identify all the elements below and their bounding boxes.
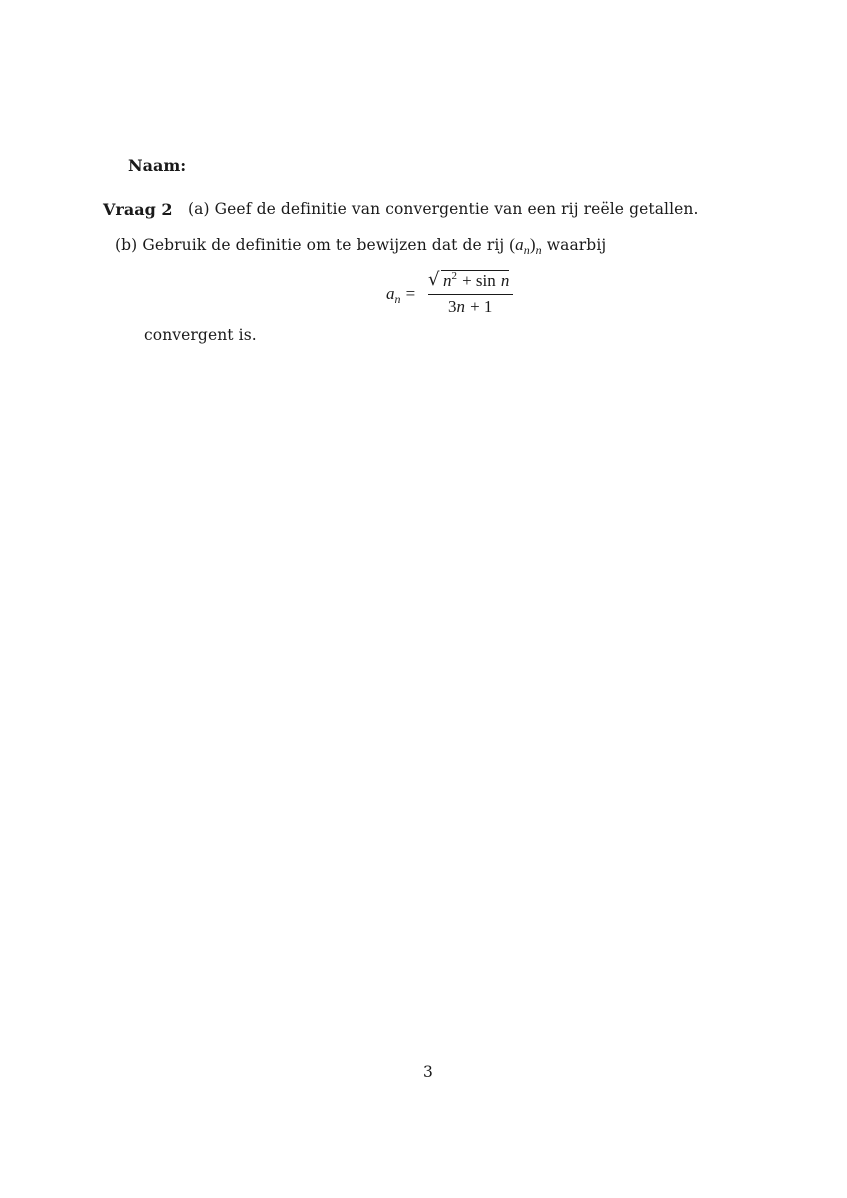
- question-part-a: [188, 200, 699, 218]
- question-label: Vraag 2: [103, 200, 173, 219]
- denominator-coefficient: 3: [448, 297, 457, 316]
- sequence-subscript: n: [523, 243, 530, 257]
- numerator-exponent: 2: [451, 270, 457, 282]
- sequence-outer-subscript: n: [535, 243, 542, 257]
- question-part-b: [115, 235, 606, 255]
- part-b-text: Gebruik de definitie om te bewijzen dat de rij: [142, 236, 505, 254]
- sequence-open-paren: (: [509, 235, 516, 254]
- square-root-icon: √: [428, 269, 440, 290]
- numerator-sin: + sin: [462, 271, 496, 290]
- formula-radicand: [441, 270, 509, 291]
- formula-lhs: [386, 284, 415, 304]
- part-b-marker: (b): [115, 236, 138, 254]
- numerator-variable: n: [500, 271, 510, 290]
- formula-numerator: [428, 270, 513, 292]
- sequence-close-paren: ): [529, 235, 536, 254]
- sequence-formula: [386, 270, 526, 318]
- sequence-notation: [509, 235, 542, 257]
- name-label: Naam:: [128, 156, 187, 175]
- sequence-variable: a: [515, 235, 524, 254]
- formula-lhs-subscript: n: [394, 292, 401, 306]
- part-a-text: Geef de definitie van convergentie van een rij reële getallen.: [214, 200, 699, 218]
- part-b-text-after: waarbij: [546, 236, 607, 254]
- denominator-variable: n: [456, 297, 465, 316]
- fraction-bar: [428, 294, 513, 295]
- part-b-conclusion: convergent is.: [144, 326, 257, 344]
- part-a-marker: (a): [188, 200, 210, 218]
- formula-equals: =: [405, 284, 416, 303]
- formula-lhs-variable: a: [386, 284, 395, 303]
- denominator-rest: + 1: [470, 297, 493, 316]
- numerator-base: n: [443, 271, 452, 290]
- formula-denominator: [448, 297, 492, 317]
- page-number: 3: [423, 1063, 433, 1081]
